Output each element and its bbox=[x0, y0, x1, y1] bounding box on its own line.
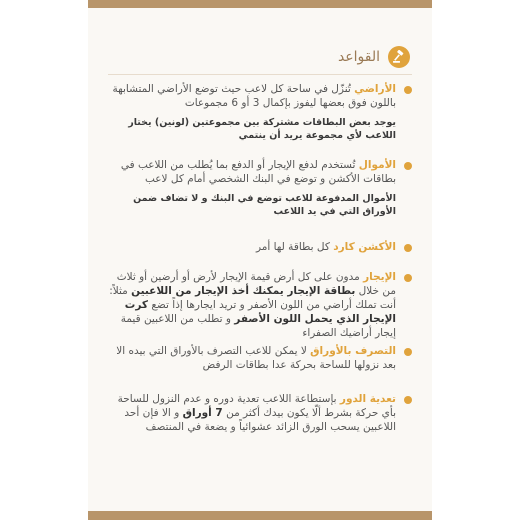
gavel-icon bbox=[388, 46, 410, 68]
rule-body: كل بطاقة لها أمر bbox=[255, 241, 334, 253]
bullet-icon bbox=[404, 244, 412, 252]
rules-card bbox=[88, 8, 432, 511]
rule-rent bbox=[108, 270, 412, 340]
rule-body: بإستطاعة اللاعب تعدية دوره و عدم النزول للساحة بأي حركة بشرط ألّا يكون بيدك أكثر من bbox=[117, 393, 396, 419]
bullet-icon bbox=[404, 274, 412, 282]
rule-bold: كرت الإيجار الذي يحمل اللون الأصفر bbox=[124, 299, 396, 325]
rule-text bbox=[108, 392, 396, 434]
rule-body: لا يمكن للاعب التصرف بالأوراق التي بيده الا بعد نزولها للساحة بحركة عدا بطاقات الرفض bbox=[116, 345, 396, 371]
rule-body: و الا فإن أحد اللاعبين يسحب الورق الزائد عشوائياً و يضعة في المنتصف bbox=[124, 407, 396, 433]
rule-text bbox=[108, 158, 396, 186]
rule-body: و تطلب من اللاعبين قيمة إيجار أراضيك الصفراء bbox=[120, 313, 396, 339]
rule-handling-cards bbox=[108, 344, 412, 372]
rule-text bbox=[256, 240, 396, 254]
header-divider bbox=[108, 74, 412, 75]
top-frame-bar bbox=[88, 0, 432, 8]
bullet-icon bbox=[404, 162, 412, 170]
page-title: القواعد bbox=[337, 49, 380, 65]
rule-body: تُنزّل في ساحة كل لاعب حيث توضع الأراضي المتشابهة باللون فوق بعضها ليفوز بإكمال 3 أو 6 مجموعات bbox=[112, 83, 396, 109]
rule-keyword: التصرف بالأوراق bbox=[310, 345, 396, 357]
rule-keyword: الأموال bbox=[358, 159, 396, 171]
rule-lands bbox=[108, 82, 412, 142]
rule-text bbox=[108, 344, 396, 372]
rule-keyword: تعدية الدور bbox=[339, 393, 396, 405]
rule-text bbox=[108, 270, 396, 340]
rule-money bbox=[108, 158, 412, 218]
rule-action-card bbox=[108, 240, 412, 254]
bottom-frame-bar bbox=[88, 511, 432, 520]
rule-body: تُستخدم لدفع الإيجار أو الدفع بما يُطلب من اللاعب في بطاقات الأكشن و توضع في البنك الشخصي أمام كل لاعب bbox=[120, 159, 396, 185]
bullet-icon bbox=[404, 396, 412, 404]
rule-text bbox=[108, 82, 396, 110]
bullet-icon bbox=[404, 348, 412, 356]
rule-body: مثلاً: أنت تملك أراضي من اللون الأصفر و تريد ايجارها إذاً تضع bbox=[109, 285, 396, 311]
rule-keyword: الأراضي bbox=[354, 83, 396, 95]
rule-note: يوجد بعض البطاقات مشتركة بين مجموعتين (لونين) يختار اللاعب لأي مجموعة يريد أن ينتمي bbox=[128, 117, 396, 141]
rule-keyword: الإيجار bbox=[363, 271, 396, 283]
rule-keyword: الأكشن كارد bbox=[333, 241, 396, 253]
rule-body: مدون على كل أرض قيمة الإيجار لأرض أو أرضين أو ثلاث من خلال bbox=[116, 271, 396, 297]
rules-header bbox=[338, 46, 410, 68]
rule-pass-turn bbox=[108, 392, 412, 434]
rule-bold: بطاقة الإيجار يمكنك أخذ الإيجار من اللاعبين bbox=[131, 285, 356, 297]
bullet-icon bbox=[404, 86, 412, 94]
rule-bold: 7 أوراق bbox=[182, 407, 223, 419]
rule-note: الأموال المدفوعة للاعب توضع في البنك و لا تضاف ضمن الأوراق التي في يد اللاعب bbox=[133, 193, 396, 217]
